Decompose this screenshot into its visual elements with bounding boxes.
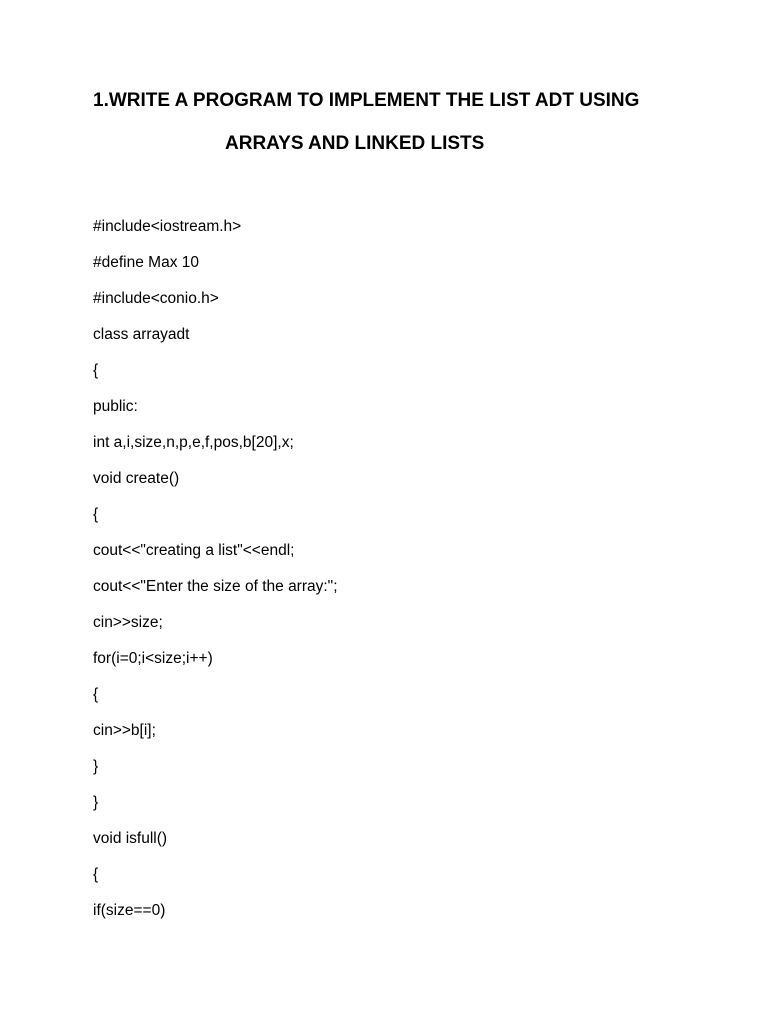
- document-title-line-2: ARRAYS AND LINKED LISTS: [225, 133, 485, 154]
- code-line: cout<<"creating a list"<<endl;: [93, 542, 295, 559]
- code-line: public:: [93, 398, 138, 415]
- document-title-line-1: 1.WRITE A PROGRAM TO IMPLEMENT THE LIST ADT USING: [93, 90, 640, 111]
- code-line: #include<iostream.h>: [93, 218, 242, 235]
- code-line: cin>>b[i];: [93, 722, 156, 739]
- code-line: int a,i,size,n,p,e,f,pos,b[20],x;: [93, 434, 294, 451]
- code-listing: [93, 216, 733, 936]
- code-line: {: [93, 362, 99, 379]
- code-line: }: [93, 794, 99, 811]
- code-line: class arrayadt: [93, 326, 190, 343]
- code-line: void isfull(): [93, 830, 168, 847]
- code-line: #define Max 10: [93, 254, 199, 271]
- code-line: for(i=0;i<size;i++): [93, 650, 213, 667]
- code-line: {: [93, 866, 99, 883]
- code-line: #include<conio.h>: [93, 290, 219, 307]
- code-line: {: [93, 686, 99, 703]
- code-line: cout<<"Enter the size of the array:";: [93, 578, 338, 595]
- code-line: {: [93, 506, 99, 523]
- code-line: void create(): [93, 470, 180, 487]
- code-line: cin>>size;: [93, 614, 163, 631]
- code-line: }: [93, 758, 99, 775]
- code-line: if(size==0): [93, 902, 166, 919]
